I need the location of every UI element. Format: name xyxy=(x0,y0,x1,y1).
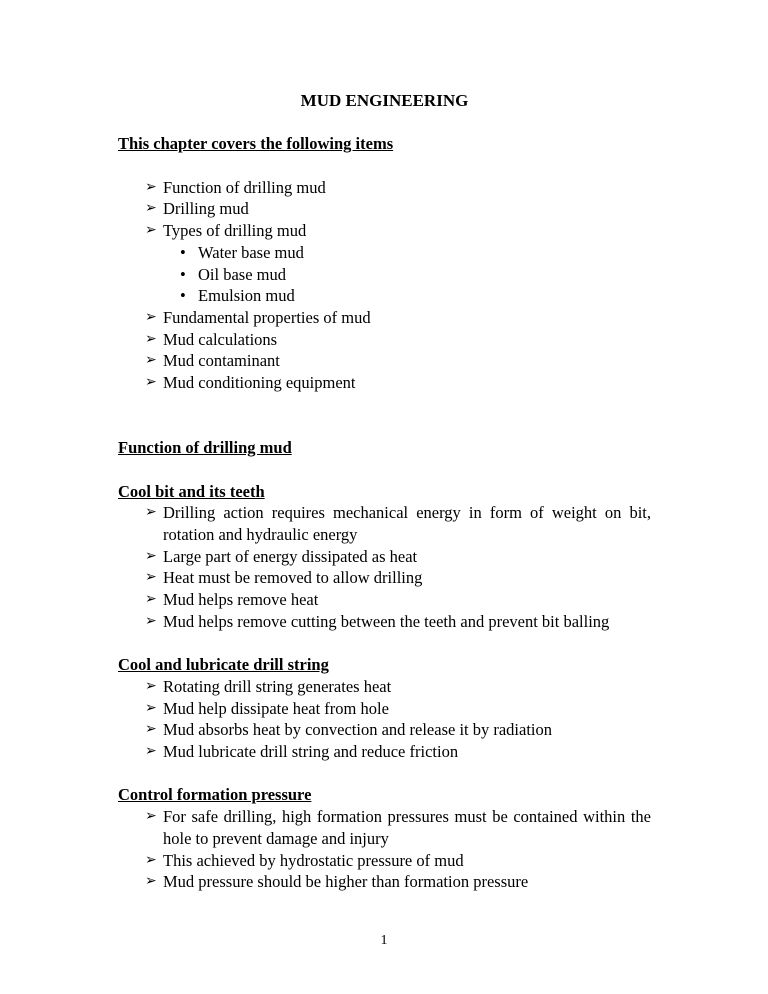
arrow-bullet-icon: ➢ xyxy=(145,809,157,825)
toc-list xyxy=(118,177,651,394)
bullet-text: Mud absorbs heat by convection and release it by radiation xyxy=(163,720,553,740)
bullet-item xyxy=(145,589,651,611)
arrow-bullet-icon: ➢ xyxy=(145,678,157,694)
toc-item xyxy=(145,350,651,372)
intro-heading: This chapter covers the following items xyxy=(118,134,394,154)
toc-sub-item xyxy=(180,242,651,264)
arrow-bullet-icon: ➢ xyxy=(145,179,157,195)
toc-item xyxy=(145,198,651,220)
section-heading: Function of drilling mud xyxy=(118,438,292,458)
bullet-text: Large part of energy dissipated as heat xyxy=(163,546,418,566)
arrow-bullet-icon: ➢ xyxy=(145,375,157,391)
bullet-text: Mud help dissipate heat from hole xyxy=(163,698,389,718)
arrow-bullet-icon: ➢ xyxy=(145,201,157,217)
toc-item-label: Mud calculations xyxy=(163,329,278,349)
toc-sub-item xyxy=(180,285,651,307)
bullet-text: For safe drilling, high formation pressures must be contained within the hole to prevent damage and injury xyxy=(163,807,651,848)
toc-item xyxy=(145,220,651,242)
arrow-bullet-icon: ➢ xyxy=(145,613,157,629)
toc-item-label: Drilling mud xyxy=(163,199,249,219)
bullet-text: This achieved by hydrostatic pressure of mud xyxy=(163,850,464,870)
bullet-item xyxy=(145,502,651,545)
arrow-bullet-icon: ➢ xyxy=(145,592,157,608)
bullet-item xyxy=(145,567,651,589)
toc-item xyxy=(145,307,651,329)
arrow-bullet-icon: ➢ xyxy=(145,852,157,868)
toc-item xyxy=(145,372,651,394)
arrow-bullet-icon: ➢ xyxy=(145,874,157,890)
toc-sub-item-label: Emulsion mud xyxy=(198,286,295,306)
toc-item xyxy=(145,329,651,351)
toc-item xyxy=(145,177,651,199)
toc-item-label: Types of drilling mud xyxy=(163,221,307,241)
bullet-text: Mud helps remove heat xyxy=(163,590,319,610)
bullet-text: Heat must be removed to allow drilling xyxy=(163,568,423,588)
bullet-text: Mud lubricate drill string and reduce friction xyxy=(163,742,459,762)
bullet-item xyxy=(145,611,651,633)
bullet-item xyxy=(145,741,651,763)
arrow-bullet-icon: ➢ xyxy=(145,744,157,760)
subsection-heading: Control formation pressure xyxy=(118,785,312,805)
subsection-cool-lubricate xyxy=(118,654,651,763)
dot-bullet-icon: • xyxy=(180,286,186,306)
arrow-bullet-icon: ➢ xyxy=(145,331,157,347)
subsection-control-pressure xyxy=(118,784,651,893)
bullet-item xyxy=(145,806,651,849)
bullet-item xyxy=(145,546,651,568)
subsection-heading: Cool bit and its teeth xyxy=(118,481,265,501)
toc-item-label: Fundamental properties of mud xyxy=(163,308,371,327)
arrow-bullet-icon: ➢ xyxy=(145,722,157,738)
arrow-bullet-icon: ➢ xyxy=(145,548,157,564)
toc-sub-item-label: Water base mud xyxy=(198,242,304,262)
page-number: 1 xyxy=(380,933,388,949)
arrow-bullet-icon: ➢ xyxy=(145,570,157,586)
subsection-heading: Cool and lubricate drill string xyxy=(118,655,329,675)
bullet-item xyxy=(145,850,651,872)
bullet-text: Mud pressure should be higher than formation pressure xyxy=(163,872,529,892)
toc-sub-item xyxy=(180,264,651,286)
doc-title: MUD ENGINEERING xyxy=(300,91,469,110)
arrow-bullet-icon: ➢ xyxy=(145,700,157,716)
dot-bullet-icon: • xyxy=(180,242,186,262)
bullet-text: Mud helps remove cutting between the teeth and prevent bit balling xyxy=(163,611,610,631)
bullet-item xyxy=(145,676,651,698)
bullet-item xyxy=(145,719,651,741)
arrow-bullet-icon: ➢ xyxy=(145,353,157,369)
toc-sub-item-label: Oil base mud xyxy=(198,264,286,284)
toc-item-label: Function of drilling mud xyxy=(163,177,326,197)
bullet-text: Rotating drill string generates heat xyxy=(163,676,392,696)
arrow-bullet-icon: ➢ xyxy=(145,223,157,239)
arrow-bullet-icon: ➢ xyxy=(145,505,157,521)
bullet-text: Drilling action requires mechanical energy in form of weight on bit, rotation and hydraulic energy xyxy=(163,503,651,544)
arrow-bullet-icon: ➢ xyxy=(145,310,157,325)
toc-item-label: Mud conditioning equipment xyxy=(163,373,356,393)
dot-bullet-icon: • xyxy=(180,264,186,284)
bullet-item xyxy=(145,871,651,893)
subsection-cool-bit xyxy=(118,481,651,633)
bullet-item xyxy=(145,698,651,720)
toc-item-label: Mud contaminant xyxy=(163,351,280,371)
